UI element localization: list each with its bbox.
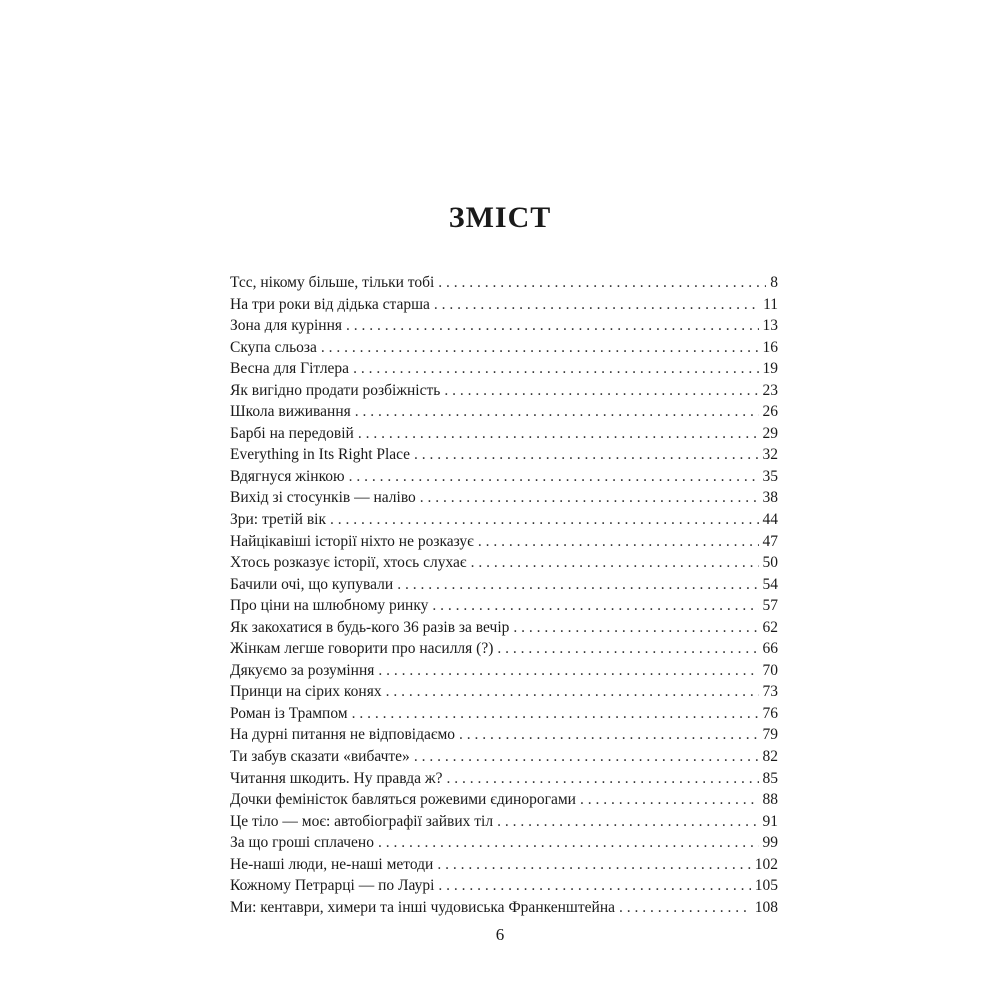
toc-entry-title: Вихід зі стосунків — наліво [230, 489, 416, 507]
toc-dot-leader [446, 768, 758, 790]
toc-entry-title: Читання шкодить. Ну правда ж? [230, 769, 443, 787]
toc-entry [230, 789, 778, 811]
toc-entry [230, 552, 778, 574]
page-title: ЗМІСТ [448, 201, 552, 234]
toc-entry-title: На дурні питання не відповідаємо [230, 726, 456, 744]
toc-entry [230, 509, 778, 531]
toc-entry-title: За що гроші сплачено [230, 834, 374, 852]
toc-entry-page-number: 47 [762, 532, 778, 550]
toc-entry-title: Дякуємо за розуміння [230, 661, 375, 679]
toc-entry-page-number: 16 [762, 338, 778, 356]
toc-entry-title: На три роки від дідька старша [230, 295, 430, 313]
toc-dot-leader [378, 660, 758, 682]
toc-dot-leader [438, 272, 766, 294]
toc-dot-leader [459, 724, 758, 746]
toc-dot-leader [513, 617, 758, 639]
toc-dot-leader [386, 681, 759, 703]
toc-dot-leader [497, 811, 758, 833]
toc-entry-title: Як вигідно продати розбіжність [230, 381, 441, 399]
toc-entry [230, 703, 778, 725]
toc-entry-title: Роман із Трампом [230, 704, 348, 722]
toc-entry-title: Принци на сірих конях [230, 683, 382, 701]
toc-entry-page-number: 8 [770, 274, 778, 291]
toc-entry [230, 574, 778, 596]
toc-dot-leader [478, 531, 759, 553]
toc-dot-leader [414, 444, 759, 466]
toc-dot-leader [434, 294, 759, 316]
toc-entry [230, 466, 778, 488]
toc-entry [230, 487, 778, 509]
toc-dot-leader [432, 595, 758, 617]
toc-entry-page-number: 70 [762, 661, 778, 679]
toc-entry [230, 768, 778, 790]
toc-entry-title: Бачили очі, що купували [230, 575, 394, 593]
toc-entry [230, 595, 778, 617]
toc-entry-title: Це тіло — моє: автобіографії зайвих тіл [230, 812, 494, 830]
toc-entry-page-number: 57 [762, 597, 778, 615]
toc-entry-page-number: 54 [762, 575, 778, 593]
toc-entry [230, 681, 778, 703]
toc-dot-leader [437, 854, 750, 876]
toc-entry-title: Скупа сльоза [230, 338, 317, 356]
toc-entry [230, 358, 778, 380]
toc-dot-leader [397, 574, 758, 596]
toc-entry-title: Барбі на передовій [230, 424, 354, 442]
toc-entry [230, 875, 778, 897]
toc-dot-leader [352, 703, 759, 725]
toc-dot-leader [438, 875, 750, 897]
toc-entry [230, 423, 778, 445]
toc-dot-leader [497, 638, 758, 660]
toc-entry-title: Everything in Its Right Place [230, 446, 410, 464]
toc-entry [230, 746, 778, 768]
toc-entry-title: Не-наші люди, не-наші методи [230, 855, 434, 873]
toc-entry-page-number: 26 [762, 403, 778, 421]
toc-entry-title: Тсс, нікому більше, тільки тобі [230, 274, 435, 291]
toc-entry [230, 294, 778, 316]
toc-entry [230, 401, 778, 423]
toc-entry-page-number: 13 [762, 317, 778, 335]
toc-entry-page-number: 66 [762, 640, 778, 658]
toc-entry-page-number: 50 [762, 554, 778, 572]
toc-dot-leader [330, 509, 759, 531]
toc-dot-leader [414, 746, 759, 768]
toc-entry-page-number: 62 [762, 618, 778, 636]
toc-entry-title: Хтось розказує історії, хтось слухає [230, 554, 467, 572]
toc-entry-title: Про ціни на шлюбному ринку [230, 597, 429, 615]
toc-entry [230, 315, 778, 337]
toc-dot-leader [355, 401, 759, 423]
toc-entry-page-number: 11 [763, 295, 778, 313]
toc-dot-leader [346, 315, 758, 337]
toc-entry [230, 272, 778, 294]
toc-entry-page-number: 102 [754, 855, 778, 873]
toc-entry [230, 660, 778, 682]
toc-entry-page-number: 88 [762, 791, 778, 809]
toc-entry-page-number: 85 [762, 769, 778, 787]
toc-entry-title: Вдягнуся жінкою [230, 467, 345, 485]
toc-entry-page-number: 99 [762, 834, 778, 852]
toc-entry-page-number: 35 [762, 467, 778, 485]
toc-entry-page-number: 32 [762, 446, 778, 464]
toc-entry-page-number: 19 [762, 360, 778, 378]
toc-entry-page-number: 79 [762, 726, 778, 744]
toc-entry-title: Дочки феміністок бавляться рожевими єдинорогами [230, 791, 576, 809]
toc-entry [230, 724, 778, 746]
toc-entry-page-number: 23 [762, 381, 778, 399]
toc-entry [230, 617, 778, 639]
toc-entry-title: Найцікавіші історії ніхто не розказує [230, 532, 474, 550]
toc-dot-leader [321, 337, 759, 359]
toc-entry [230, 638, 778, 660]
toc-entry [230, 531, 778, 553]
toc-entry-title: Зри: третій вік [230, 511, 326, 529]
toc-entry [230, 854, 778, 876]
table-of-contents [230, 272, 778, 918]
toc-dot-leader [349, 466, 759, 488]
toc-entry-page-number: 76 [762, 704, 778, 722]
toc-entry-title: Ми: кентаври, химери та інші чудовиська Франкенштейна [230, 898, 615, 916]
toc-entry-page-number: 105 [754, 877, 778, 895]
toc-entry-title: Кожному Петрарці — по Лаурі [230, 877, 435, 895]
toc-dot-leader [580, 789, 759, 811]
toc-entry-page-number: 44 [762, 511, 778, 529]
toc-entry-page-number: 108 [754, 898, 778, 916]
toc-entry-title: Як закохатися в будь-кого 36 разів за вечір [230, 618, 510, 636]
toc-entry-page-number: 91 [762, 812, 778, 830]
toc-dot-leader [420, 487, 759, 509]
toc-dot-leader [471, 552, 759, 574]
toc-entry [230, 897, 778, 919]
toc-entry-title: Зона для куріння [230, 317, 343, 335]
toc-entry [230, 811, 778, 833]
toc-entry [230, 444, 778, 466]
toc-entry [230, 380, 778, 402]
toc-entry [230, 337, 778, 359]
toc-dot-leader [619, 897, 751, 919]
toc-entry-title: Школа виживання [230, 403, 351, 421]
toc-entry-page-number: 73 [762, 683, 778, 701]
toc-entry-title: Ти забув сказати «вибачте» [230, 748, 410, 766]
toc-entry [230, 832, 778, 854]
toc-entry-page-number: 38 [762, 489, 778, 507]
toc-entry-title: Жінкам легше говорити про насилля (?) [230, 640, 494, 658]
toc-dot-leader [378, 832, 759, 854]
toc-entry-page-number: 29 [762, 424, 778, 442]
toc-dot-leader [444, 380, 758, 402]
page-number: 6 [495, 925, 505, 944]
toc-dot-leader [358, 423, 759, 445]
toc-entry-title: Весна для Гітлера [230, 360, 350, 378]
toc-entry-page-number: 82 [762, 748, 778, 766]
toc-dot-leader [353, 358, 758, 380]
